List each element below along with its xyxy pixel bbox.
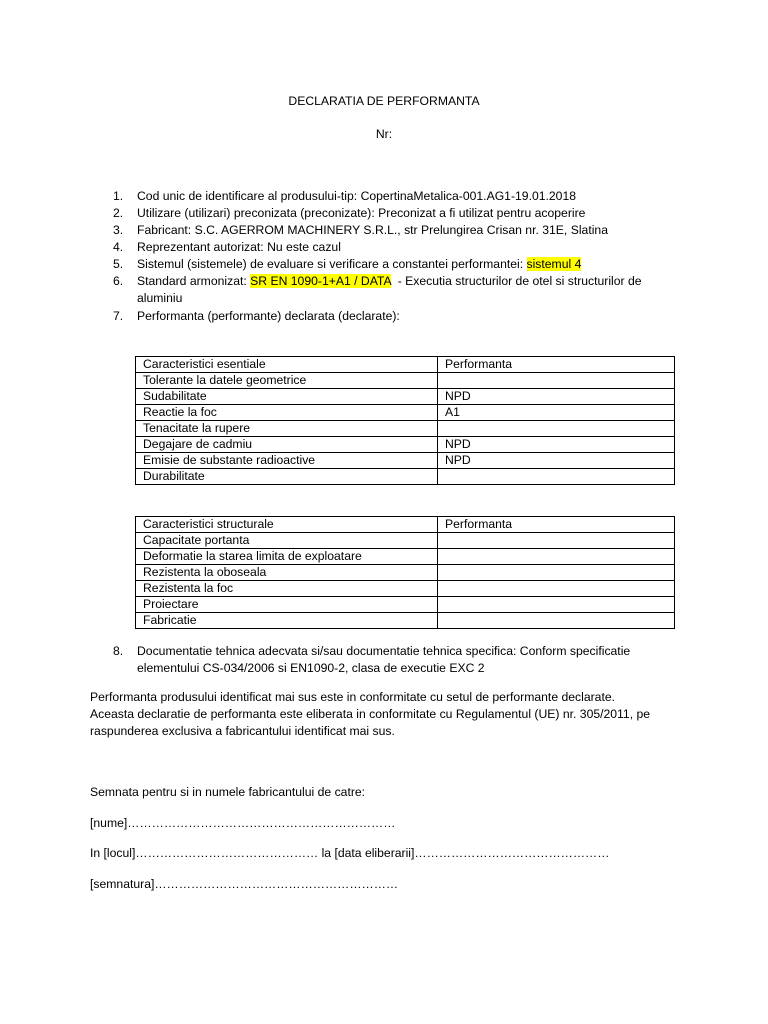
table-cell: A1 xyxy=(438,405,675,421)
list-item-text: Utilizare (utilizari) preconizata (preconizate): Preconizat a fi utilizat pentru acoperire xyxy=(137,206,586,220)
table-header-cell: Caracteristici structurale xyxy=(136,517,438,533)
list-item-text: Reprezentant autorizat: Nu este cazul xyxy=(137,240,341,254)
table-cell: Sudabilitate xyxy=(136,389,438,405)
signature-place-date-line: In [locul]……………………………………… la [data eliberarii]………………………………………… xyxy=(90,846,610,860)
list-item-text-part: Standard armonizat: xyxy=(137,274,251,288)
table-row xyxy=(136,581,675,597)
table-cell: NPD xyxy=(438,453,675,469)
table-cell xyxy=(438,613,675,629)
table-header-cell: Caracteristici esentiale xyxy=(136,357,438,373)
list-item-text-continuation: elementului CS-034/2006 si EN1090-2, clasa de executie EXC 2 xyxy=(137,661,485,675)
table-row xyxy=(136,613,675,629)
list-number: 1. xyxy=(113,189,124,203)
table-cell: Degajare de cadmiu xyxy=(136,437,438,453)
table-row xyxy=(136,437,675,453)
table-cell: Durabilitate xyxy=(136,469,438,485)
table-header-row xyxy=(136,357,675,373)
table-row xyxy=(136,389,675,405)
list-number: 4. xyxy=(113,240,124,254)
table-row xyxy=(136,469,675,485)
conformity-line: Aceasta declaratie de performanta este eliberata in conformitate cu Regulamentul (UE) nr. 305/2011, pe xyxy=(90,707,651,721)
table-cell xyxy=(438,533,675,549)
list-item-text-part: - Executia structurilor de otel si structurilor de xyxy=(390,274,642,288)
list-item-text xyxy=(137,273,642,290)
list-number: 2. xyxy=(113,206,124,220)
conformity-line: raspunderea exclusiva a fabricantului identificat mai sus. xyxy=(90,724,395,738)
table-row xyxy=(136,565,675,581)
table-row xyxy=(136,549,675,565)
document-title: DECLARATIA DE PERFORMANTA xyxy=(288,94,480,108)
table-cell xyxy=(438,565,675,581)
table-cell: Reactie la foc xyxy=(136,405,438,421)
structural-characteristics-table xyxy=(135,516,675,629)
table-cell: Tenacitate la rupere xyxy=(136,421,438,437)
table-cell: Capacitate portanta xyxy=(136,533,438,549)
table-header-cell: Performanta xyxy=(438,357,675,373)
table-cell xyxy=(438,469,675,485)
essential-characteristics-table xyxy=(135,356,675,485)
table-row xyxy=(136,405,675,421)
table-cell: Deformatie la starea limita de exploatare xyxy=(136,549,438,565)
highlighted-text: sistemul 4 xyxy=(526,257,582,271)
signature-name-line: [nume]………………………………………………………… xyxy=(90,816,396,830)
list-item-text xyxy=(137,256,581,273)
list-item-text: Fabricant: S.C. AGERROM MACHINERY S.R.L., str Prelungirea Crisan nr. 31E, Slatina xyxy=(137,223,608,237)
table-header-cell: Performanta xyxy=(438,517,675,533)
table-cell: Emisie de substante radioactive xyxy=(136,453,438,469)
table-cell xyxy=(438,421,675,437)
list-item-text: Cod unic de identificare al produsului-tip: CopertinaMetalica-001.AG1-19.01.2018 xyxy=(137,189,577,203)
list-item-text: Performanta (performante) declarata (declarate): xyxy=(137,309,400,323)
table-row xyxy=(136,453,675,469)
table-header-row xyxy=(136,517,675,533)
table-cell xyxy=(438,597,675,613)
signature-intro: Semnata pentru si in numele fabricantului de catre: xyxy=(90,785,366,799)
highlighted-text: SR EN 1090-1+A1 / DATA xyxy=(250,274,391,288)
table-row xyxy=(136,373,675,389)
table-cell: Tolerante la datele geometrice xyxy=(136,373,438,389)
table-cell xyxy=(438,373,675,389)
table-cell: NPD xyxy=(438,437,675,453)
table-row xyxy=(136,597,675,613)
list-item-text: Documentatie tehnica adecvata si/sau documentatie tehnica specifica: Conform specificatie xyxy=(137,644,631,658)
table-cell: Rezistenta la oboseala xyxy=(136,565,438,581)
table-row xyxy=(136,421,675,437)
list-item-text-continuation: aluminiu xyxy=(137,291,183,305)
table-cell: Proiectare xyxy=(136,597,438,613)
signature-line: [semnatura]…………………………………………………… xyxy=(90,877,399,891)
list-number: 5. xyxy=(113,257,124,271)
list-number: 8. xyxy=(113,644,124,658)
list-number: 7. xyxy=(113,309,124,323)
table-cell: Fabricatie xyxy=(136,613,438,629)
list-number: 3. xyxy=(113,223,124,237)
conformity-line: Performanta produsului identificat mai sus este in conformitate cu setul de performante declarate. xyxy=(90,690,616,704)
document-number-label: Nr: xyxy=(375,127,393,141)
table-cell xyxy=(438,581,675,597)
table-cell: NPD xyxy=(438,389,675,405)
list-number: 6. xyxy=(113,274,124,288)
table-cell: Rezistenta la foc xyxy=(136,581,438,597)
list-item-text-part: Sistemul (sistemele) de evaluare si verificare a constantei performantei: xyxy=(137,257,527,271)
table-cell xyxy=(438,549,675,565)
table-row xyxy=(136,533,675,549)
